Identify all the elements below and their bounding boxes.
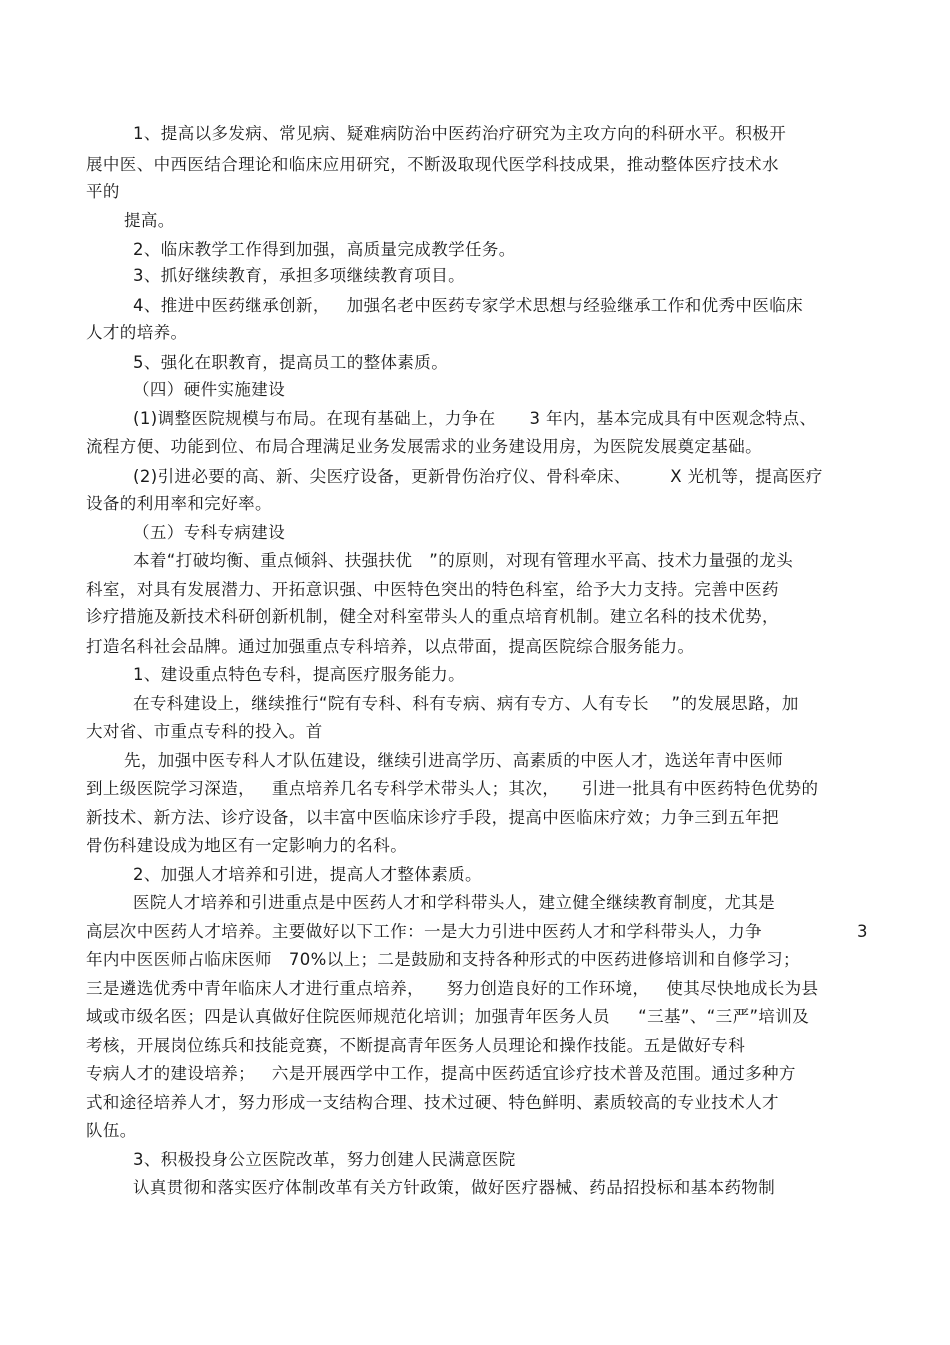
text-line: 人才的培养。 — [86, 323, 188, 342]
text-line: 新技术、新方法、诊疗设备，以丰富中医临床诊疗手段，提高中医临床疗效；力争三到五年把 — [86, 808, 779, 827]
text-line: (1)调整医院规模与布局。在现有基础上，力争在 3 年内，基本完成具有中医观念特点、 — [133, 409, 817, 428]
text-line: 在专科建设上，继续推行“院有专科、科有专病、病有专方、人有专长 ”的发展思路，加 — [133, 694, 799, 713]
text-line: 队伍。 — [86, 1121, 137, 1140]
text-line: 大对省、市重点专科的投入。首 — [86, 722, 323, 741]
text-line: 骨伤科建设成为地区有一定影响力的名科。 — [86, 836, 408, 855]
text-line: 1、建设重点特色专科，提高医疗服务能力。 — [133, 665, 465, 684]
text-line: 3、抓好继续教育，承担多项继续教育项目。 — [133, 266, 465, 285]
text-line: 本着“打破均衡、重点倾斜、扶强扶优 ”的原则，对现有管理水平高、技术力量强的龙头 — [133, 551, 794, 570]
text-line: 2、临床教学工作得到加强，高质量完成教学任务。 — [133, 240, 516, 259]
text-line: 平的 — [86, 182, 120, 201]
text-line: 3 — [857, 922, 868, 941]
text-line: 到上级医院学习深造， 重点培养几名专科学术带头人；其次， 引进一批具有中医药特色优势的 — [86, 779, 819, 798]
text-line: 三是遴选优秀中青年临床人才进行重点培养， 努力创造良好的工作环境， 使其尽快地成长为县 — [86, 979, 819, 998]
text-line: 认真贯彻和落实医疗体制改革有关方针政策，做好医疗器械、药品招投标和基本药物制 — [133, 1178, 776, 1197]
text-line: 年内中医医师占临床医师 70%以上；二是鼓励和支持各种形式的中医药进修培训和自修学习； — [86, 950, 800, 969]
section-heading: （五）专科专病建设 — [133, 523, 286, 542]
text-line: 域或市级名医；四是认真做好住院医师规范化培训；加强青年医务人员 “三基”、“三严”培训及 — [86, 1007, 810, 1026]
text-line: 考核，开展岗位练兵和技能竞赛，不断提高青年医务人员理论和操作技能。五是做好专科 — [86, 1036, 746, 1055]
text-line: 提高。 — [124, 211, 175, 230]
text-line: 诊疗措施及新技术科研创新机制，健全对科室带头人的重点培育机制。建立名科的技术优势， — [86, 607, 779, 626]
text-line: 展中医、中西医结合理论和临床应用研究，不断汲取现代医学科技成果，推动整体医疗技术水 — [86, 155, 779, 174]
text-line: 流程方便、功能到位、布局合理满足业务发展需求的业务建设用房，为医院发展奠定基础。 — [86, 437, 762, 456]
text-line: (2)引进必要的高、新、尖医疗设备，更新骨伤治疗仪、骨科牵床、 X 光机等，提高医疗 — [133, 467, 823, 486]
text-line: 式和途径培养人才，努力形成一支结构合理、技术过硬、特色鲜明、素质较高的专业技术人才 — [86, 1093, 779, 1112]
text-line: 5、强化在职教育，提高员工的整体素质。 — [133, 353, 449, 372]
text-line: 设备的利用率和完好率。 — [86, 494, 272, 513]
text-line: 医院人才培养和引进重点是中医药人才和学科带头人，建立健全继续教育制度，尤其是 — [133, 893, 776, 912]
text-line: 1、提高以多发病、常见病、疑难病防治中医药治疗研究为主攻方向的科研水平。积极开 — [133, 124, 787, 143]
text-line: 3、积极投身公立医院改革，努力创建人民满意医院 — [133, 1150, 516, 1169]
text-line: 先，加强中医专科人才队伍建设，继续引进高学历、高素质的中医人才，选送年青中医师 — [124, 751, 784, 770]
text-line: 4、推进中医药继承创新， 加强名老中医药专家学术思想与经验继承工作和优秀中医临床 — [133, 296, 804, 315]
text-line: 科室，对具有发展潜力、开拓意识强、中医特色突出的特色科室，给予大力支持。完善中医药 — [86, 580, 779, 599]
section-heading: （四）硬件实施建设 — [133, 380, 286, 399]
text-line: 高层次中医药人才培养。主要做好以下工作：一是大力引进中医药人才和学科带头人，力争 — [86, 922, 762, 941]
text-line: 打造名科社会品牌。通过加强重点专科培养，以点带面，提高医院综合服务能力。 — [86, 637, 695, 656]
text-line: 专病人才的建设培养； 六是开展西学中工作，提高中医药适宜诊疗技术普及范围。通过多种方 — [86, 1064, 796, 1083]
text-line: 2、加强人才培养和引进，提高人才整体素质。 — [133, 865, 482, 884]
